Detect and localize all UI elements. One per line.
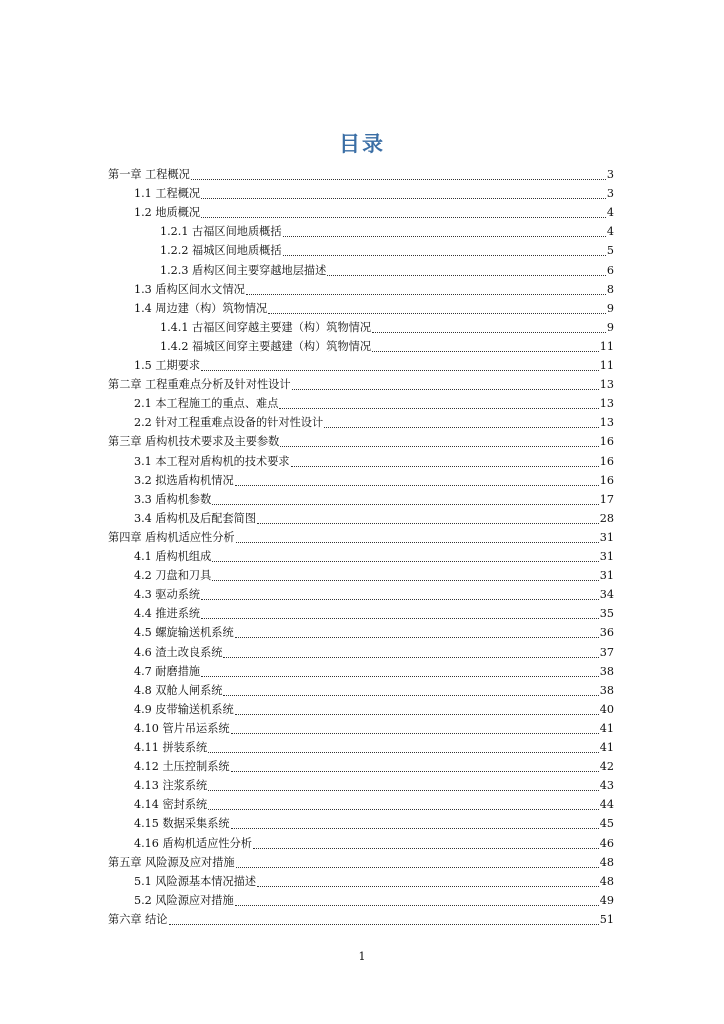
toc-entry-page: 13 <box>599 397 614 411</box>
toc-entry-label: 1.5 工期要求 <box>134 359 201 372</box>
toc-entry-page: 31 <box>599 530 614 544</box>
toc-entry-label: 1.2.1 古福区间地质概括 <box>160 225 282 239</box>
toc-entry[interactable] <box>134 758 614 776</box>
toc-entry-page: 17 <box>599 492 614 506</box>
toc-leader-dots <box>231 771 599 772</box>
toc-entry[interactable] <box>134 281 614 299</box>
toc-entry[interactable] <box>134 701 614 719</box>
toc-entry[interactable] <box>160 319 614 337</box>
toc-entry-page: 4 <box>606 225 614 239</box>
toc-leader-dots <box>201 618 599 619</box>
toc-leader-dots <box>292 389 599 390</box>
toc-entry-page: 38 <box>599 664 614 678</box>
toc-entry-label: 4.16 盾构机适应性分析 <box>134 836 252 850</box>
toc-entry-label: 1.3 盾构区间水文情况 <box>134 282 245 296</box>
toc-entry[interactable] <box>134 720 614 738</box>
toc-entry-label: 3.3 盾构机参数 <box>134 492 212 506</box>
toc-entry[interactable] <box>134 682 614 700</box>
toc-leader-dots <box>236 542 599 543</box>
toc-leader-dots <box>253 848 599 849</box>
toc-entry-label: 4.12 土压控制系统 <box>134 760 230 774</box>
toc-leader-dots <box>283 255 606 256</box>
toc-entry-label: 4.9 皮带输送机系统 <box>134 702 234 716</box>
toc-leader-dots <box>208 752 599 753</box>
toc-entry-label: 1.1 工程概况 <box>134 187 201 201</box>
toc-entry-label: 3.1 本工程对盾构机的技术要求 <box>134 454 290 468</box>
toc-entry-label: 4.3 驱动系统 <box>134 588 201 602</box>
toc-entry[interactable] <box>134 567 614 585</box>
toc-leader-dots <box>212 504 598 505</box>
toc-entry-page: 13 <box>599 416 614 430</box>
toc-entry-page: 34 <box>599 588 614 602</box>
toc-entry-page: 51 <box>599 912 614 926</box>
toc-entry-label: 4.10 管片吊运系统 <box>134 721 230 735</box>
toc-leader-dots <box>235 485 599 486</box>
toc-leader-dots <box>291 466 599 467</box>
toc-leader-dots <box>235 714 599 715</box>
toc-entry-label: 第六章 结论 <box>108 912 168 926</box>
toc-entry-page: 49 <box>599 893 614 907</box>
toc-entry-label: 5.1 风险源基本情况描述 <box>134 874 257 888</box>
toc-entry-page: 43 <box>599 779 614 793</box>
toc-entry-label: 3.4 盾构机及后配套简图 <box>134 511 257 525</box>
toc-entry-label: 1.4 周边建（构）筑物情况 <box>134 301 268 315</box>
toc-entry[interactable] <box>160 338 614 356</box>
toc-entry[interactable] <box>134 491 614 509</box>
toc-entry-label: 4.15 数据采集系统 <box>134 817 230 831</box>
toc-entry[interactable] <box>108 433 614 451</box>
toc-leader-dots <box>201 370 599 371</box>
toc-leader-dots <box>212 580 598 581</box>
toc-entry[interactable] <box>134 624 614 642</box>
toc-entry-page: 38 <box>599 683 614 697</box>
toc-entry-label: 1.2.3 盾构区间主要穿越地层描述 <box>160 263 327 277</box>
toc-entry[interactable] <box>134 873 614 891</box>
toc-entry-page: 45 <box>599 817 614 831</box>
toc-entry[interactable] <box>134 453 614 471</box>
toc-leader-dots <box>201 198 606 199</box>
toc-entry-page: 44 <box>599 798 614 812</box>
toc-entry-label: 4.8 双舱人闸系统 <box>134 683 223 697</box>
toc-leader-dots <box>231 828 599 829</box>
toc-entry-page: 31 <box>599 569 614 583</box>
toc-entry-label: 4.13 注浆系统 <box>134 779 208 793</box>
toc-leader-dots <box>212 561 598 562</box>
toc-entry-label: 4.2 刀盘和刀具 <box>134 569 212 583</box>
toc-leader-dots <box>223 695 598 696</box>
toc-entry[interactable] <box>134 586 614 604</box>
toc-leader-dots <box>191 179 606 180</box>
toc-entry-label: 1.4.1 古福区间穿越主要建（构）筑物情况 <box>160 320 372 334</box>
toc-leader-dots <box>327 275 606 276</box>
toc-leader-dots <box>372 332 606 333</box>
toc-entry[interactable] <box>134 605 614 623</box>
toc-entry-page: 48 <box>599 855 614 869</box>
toc-entry-label: 第四章 盾构机适应性分析 <box>108 530 235 544</box>
toc-entry-page: 8 <box>606 282 614 296</box>
toc-entry-label: 4.6 渣土改良系统 <box>134 645 223 659</box>
toc-entry-page: 11 <box>599 359 614 372</box>
toc-entry-page: 41 <box>599 741 614 754</box>
toc-entry[interactable] <box>134 644 614 662</box>
toc-entry-page: 9 <box>606 320 614 334</box>
toc-entry-label: 2.1 本工程施工的重点、难点 <box>134 397 279 411</box>
toc-entry[interactable] <box>134 204 614 222</box>
toc-leader-dots <box>201 676 599 677</box>
toc-leader-dots <box>201 217 606 218</box>
toc-entry-label: 4.11 拼装系统 <box>134 741 208 754</box>
toc-leader-dots <box>246 294 606 295</box>
toc-entry-label: 5.2 风险源应对措施 <box>134 893 234 907</box>
toc-entry-page: 16 <box>599 473 614 487</box>
toc-entry-page: 42 <box>599 760 614 774</box>
toc-entry-page: 11 <box>599 339 614 353</box>
toc-leader-dots <box>236 867 599 868</box>
toc-entry-label: 4.14 密封系统 <box>134 798 208 812</box>
toc-entry[interactable] <box>134 414 614 432</box>
toc-title: 目录 <box>339 132 385 156</box>
toc-leader-dots <box>283 236 606 237</box>
toc-leader-dots <box>324 427 599 428</box>
toc-leader-dots <box>279 408 598 409</box>
toc-entry[interactable] <box>134 548 614 566</box>
toc-entry[interactable] <box>134 739 614 757</box>
toc-entry-page: 4 <box>606 206 614 220</box>
toc-entry-label: 1.2 地质概况 <box>134 206 201 220</box>
toc-entry-page: 37 <box>599 645 614 659</box>
toc-entry[interactable] <box>108 376 614 394</box>
toc-entry-page: 16 <box>599 435 614 449</box>
toc-entry-label: 2.2 针对工程重难点设备的针对性设计 <box>134 416 324 430</box>
toc-entry-page: 16 <box>599 454 614 468</box>
toc-entry[interactable] <box>108 166 614 184</box>
page-number: 1 <box>358 950 366 963</box>
toc-leader-dots <box>280 446 598 447</box>
toc-leader-dots <box>169 924 599 925</box>
toc-entry[interactable] <box>134 185 614 203</box>
toc-entry-page: 35 <box>599 607 614 621</box>
toc-entry-label: 4.1 盾构机组成 <box>134 550 212 563</box>
toc-entry[interactable] <box>134 815 614 833</box>
toc-entry[interactable] <box>134 796 614 814</box>
toc-entry-label: 第一章 工程概况 <box>108 168 190 181</box>
toc-entry[interactable] <box>134 835 614 853</box>
toc-entry[interactable] <box>134 663 614 681</box>
toc-entry-label: 1.2.2 福城区间地质概括 <box>160 244 282 258</box>
toc-leader-dots <box>372 351 599 352</box>
toc-leader-dots <box>235 905 599 906</box>
toc-entry-label: 4.5 螺旋输送机系统 <box>134 626 234 640</box>
toc-entry[interactable] <box>134 892 614 910</box>
toc-entry[interactable] <box>108 854 614 872</box>
toc-entry-page: 9 <box>606 301 614 315</box>
toc-entry-page: 40 <box>599 702 614 716</box>
toc-leader-dots <box>201 599 599 600</box>
toc-entry-page: 6 <box>606 263 614 277</box>
toc-entry[interactable] <box>134 472 614 490</box>
toc-entry[interactable] <box>134 777 614 795</box>
toc-entry[interactable] <box>108 529 614 547</box>
toc-entry-label: 第三章 盾构机技术要求及主要参数 <box>108 435 280 449</box>
toc-entry-page: 31 <box>599 550 614 563</box>
toc-entry-page: 5 <box>606 244 614 258</box>
toc-entry[interactable] <box>160 262 614 280</box>
toc-entry-page: 46 <box>599 836 614 850</box>
toc-entry[interactable] <box>108 911 614 929</box>
toc-entry[interactable] <box>134 300 614 318</box>
toc-leader-dots <box>235 637 599 638</box>
toc-leader-dots <box>257 523 599 524</box>
toc-entry[interactable] <box>160 242 614 260</box>
toc-leader-dots <box>223 657 598 658</box>
toc-entry[interactable] <box>134 357 614 375</box>
toc-entry-label: 第二章 工程重难点分析及针对性设计 <box>108 378 291 392</box>
toc-entry-label: 第五章 风险源及应对措施 <box>108 855 235 869</box>
toc-entry-page: 36 <box>599 626 614 640</box>
toc-entry-label: 1.4.2 福城区间穿主要越建（构）筑物情况 <box>160 339 372 353</box>
toc-entry-page: 13 <box>599 378 614 392</box>
toc-leader-dots <box>208 790 599 791</box>
toc-entry-page: 41 <box>599 721 614 735</box>
toc-leader-dots <box>208 809 599 810</box>
toc-leader-dots <box>231 733 599 734</box>
toc-entry-page: 28 <box>599 511 614 525</box>
toc-entry[interactable] <box>134 395 614 413</box>
toc-leader-dots <box>268 313 606 314</box>
toc-entry[interactable] <box>160 223 614 241</box>
toc-entry[interactable] <box>134 510 614 528</box>
toc-entry-page: 48 <box>599 874 614 888</box>
toc-entry-page: 3 <box>606 187 614 201</box>
toc-entry-label: 4.7 耐磨措施 <box>134 664 201 678</box>
toc-leader-dots <box>257 886 599 887</box>
toc-entry-label: 4.4 推进系统 <box>134 607 201 621</box>
toc-entry-label: 3.2 拟选盾构机情况 <box>134 473 234 487</box>
toc-entry-page: 3 <box>606 168 614 181</box>
